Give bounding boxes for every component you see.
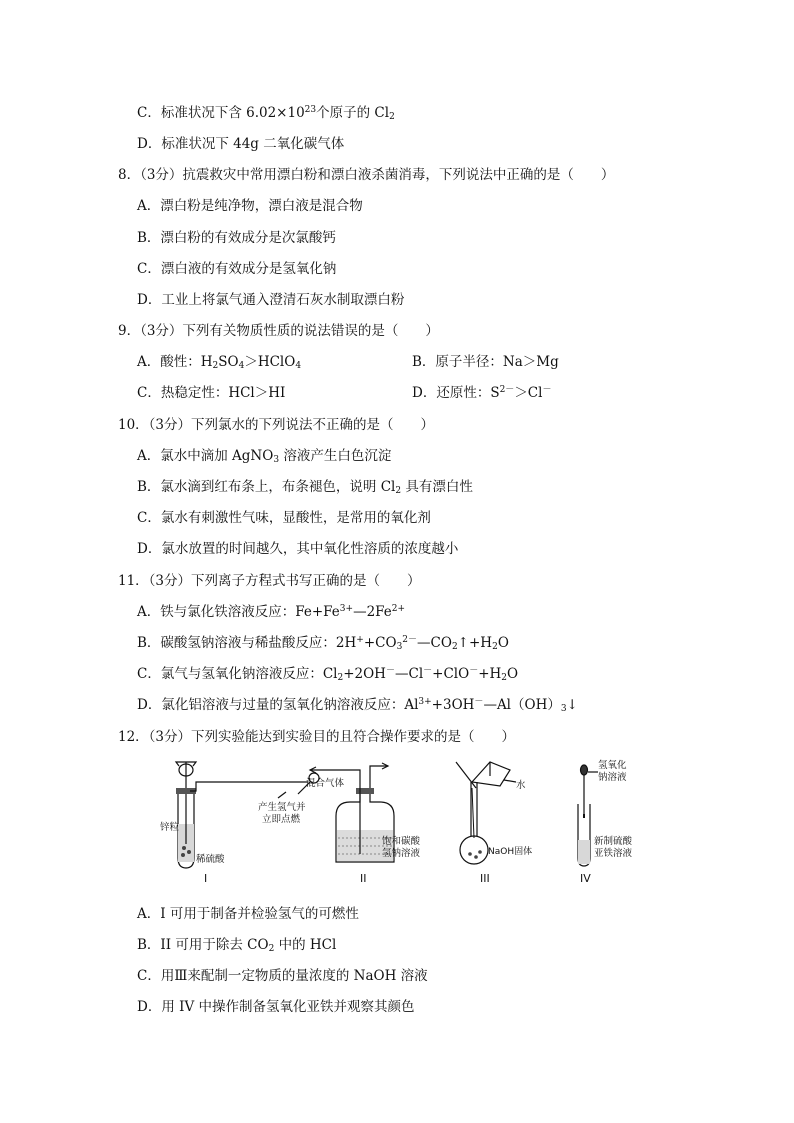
option-10d: D．氯水放置的时间越久，其中氧化性溶质的浓度越小	[137, 541, 459, 557]
option-8a: A．漂白粉是纯净物，漂白液是混合物	[137, 198, 363, 214]
option-12a: A．I 可用于制备并检验氢气的可燃性	[137, 906, 359, 922]
label-zinc: 锌粒	[160, 822, 180, 833]
option-9d: D．还原性：$S^{2-}>Cl^-$	[412, 385, 552, 401]
option-9a: A．酸性：$H_2SO_4>HClO_4$	[137, 354, 302, 371]
label-apparatus-3: III	[480, 872, 490, 885]
option-8c: C．漂白液的有效成分是氢氧化钠	[137, 261, 337, 277]
experiment-figure	[160, 758, 633, 890]
option-10b: B．氯水滴到红布条上，布条褪色，说明 $Cl_2$ 具有漂白性	[137, 479, 473, 496]
option-7d: D．标准状况下 44g 二氧化碳气体	[137, 136, 345, 152]
label-naoh-sol-b: 钠溶液	[598, 772, 627, 783]
option-11b: B．碳酸氢钠溶液与稀盐酸反应：$2H^++CO_3^{2-}—CO_2↑+H_2O$	[137, 635, 509, 652]
option-10c: C．氯水有刺激性气味，显酸性，是常用的氧化剂	[137, 510, 431, 526]
label-sat-a: 饱和碳酸	[382, 836, 421, 847]
label-naoh-sol-a: 氢氧化	[598, 760, 627, 771]
option-7c: C．标准状况下含 $6.02\times 10^{23}$个原子的 $Cl_2$	[137, 105, 395, 122]
label-dilute-acid: 稀硫酸	[196, 854, 225, 865]
question-8: 8．（3分）抗震救灾中常用漂白粉和漂白液杀菌消毒，下列说法中正确的是（ ）	[118, 167, 615, 183]
label-fe-a: 新制硫酸	[594, 836, 633, 847]
label-fe-b: 亚铁溶液	[594, 848, 633, 859]
question-12: 12．（3分）下列实验能达到实验目的且符合操作要求的是（ ）	[118, 729, 516, 745]
option-10a: A．氯水中滴加 AgNO$_3$ 溶液产生白色沉淀	[137, 448, 392, 465]
question-9: 9．（3分）下列有关物质性质的说法错误的是（ ）	[118, 323, 439, 339]
option-8d: D．工业上将氯气通入澄清石灰水制取漂白粉	[137, 292, 405, 308]
apparatus-diagram	[160, 758, 633, 890]
label-naoh-solid: NaOH固体	[488, 847, 533, 857]
label-apparatus-1: I	[204, 872, 208, 885]
option-8b: B．漂白粉的有效成分是次氯酸钙	[137, 230, 336, 246]
option-12c: C．用Ⅲ来配制一定物质的量浓度的 NaOH 溶液	[137, 968, 428, 984]
option-11d: D．氯化铝溶液与过量的氢氧化钠溶液反应：$Al^{3+}+3OH^-—Al(OH)_3↓$	[137, 697, 578, 714]
label-sat-b: 氢钠溶液	[382, 848, 421, 859]
label-mixed-gas: 混合气体	[306, 778, 345, 789]
label-h2-b: 立即点燃	[262, 814, 301, 825]
option-11a: A．铁与氯化铁溶液反应：$Fe+Fe^{3+}—2Fe^{2+}$	[137, 604, 406, 620]
option-12b: B．II 可用于除去 $CO_2$ 中的 HCl	[137, 937, 337, 954]
label-apparatus-2: II	[360, 872, 367, 885]
option-12d: D．用 IV 中操作制备氢氧化亚铁并观察其颜色	[137, 999, 415, 1015]
label-apparatus-4: IV	[580, 872, 591, 885]
label-h2-a: 产生氢气并	[258, 802, 306, 813]
question-11: 11．（3分）下列离子方程式书写正确的是（ ）	[118, 573, 421, 589]
question-10: 10．（3分）下列氯水的下列说法不正确的是（ ）	[118, 417, 435, 433]
option-11c: C．氯气与氢氧化钠溶液反应：$Cl_2+2OH^-—Cl^-+ClO^-+H_2O$	[137, 666, 519, 683]
label-water: 水	[516, 780, 526, 791]
option-9c: C．热稳定性：HCl＞HI	[137, 385, 286, 401]
option-9b: B．原子半径：Na＞Mg	[412, 354, 559, 370]
